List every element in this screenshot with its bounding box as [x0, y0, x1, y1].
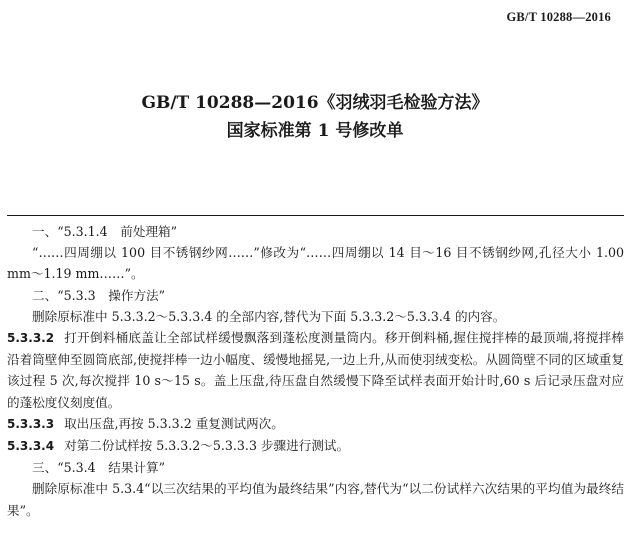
clause-number: 5.3.3.2 [7, 331, 55, 346]
item3-heading: 三、“5.3.4 结果计算” [32, 460, 166, 476]
clause-5333 [7, 413, 624, 435]
item2-heading: 二、“5.3.3 操作方法” [32, 287, 166, 303]
document-subtitle: 国家标准第 1 号修改单 [226, 121, 404, 141]
clause-text: 取出压盘,再按 5.3.3.2 重复测试两次。 [64, 415, 284, 431]
standard-code: GB/T 10288—2016 [506, 10, 611, 24]
clause-text: 对第二份试样按 5.3.3.2～5.3.3.3 步骤进行测试。 [64, 438, 350, 454]
item1-heading: 一、“5.3.1.4 前处理箱” [32, 224, 178, 239]
clause-5332 [7, 327, 624, 413]
amendment-body [7, 221, 624, 521]
document-title: GB/T 10288—2016《羽绒羽毛检验方法》 [141, 93, 489, 113]
clause-number: 5.3.3.3 [7, 416, 55, 431]
clause-5334 [7, 435, 624, 457]
title-divider [7, 215, 624, 216]
item2-body: 删除原标准中 5.3.3.2～5.3.3.4 的全部内容,替代为下面 5.3.3.2～5.3.3.4 的内容。 [32, 308, 506, 324]
item1-body: “……四周绷以 100 目不锈钢纱网……”修改为“……四周绷以 14 目～16 目不锈钢纱网,孔径大小 1.00 mm～1.19 mm……”。 [7, 245, 624, 282]
item3-body: 删除原标准中 5.3.4“以三次结果的平均值为最终结果”内容,替代为“以二份试样六次结果的平均值为最终结果”。 [7, 481, 624, 518]
clause-text: 打开倒料桶底盖让全部试样缓慢飘落到蓬松度测量筒内。移开倒料桶,握住搅拌棒的最顶端,将搅拌棒沿着筒壁伸至圆筒底部,使搅拌棒一边小幅度、缓慢地摇晃,一边上升,从而使羽绒变松。从圆筒壁不同的区域重复该过程 5 次,每次搅拌 10 s～15 s。盖上压盘,待压盘自然缓慢下降至试样表面开始计时,60 s 后记录压盘对应的蓬松度仪刻度值。 [7, 330, 624, 410]
clause-number: 5.3.3.4 [7, 439, 55, 454]
